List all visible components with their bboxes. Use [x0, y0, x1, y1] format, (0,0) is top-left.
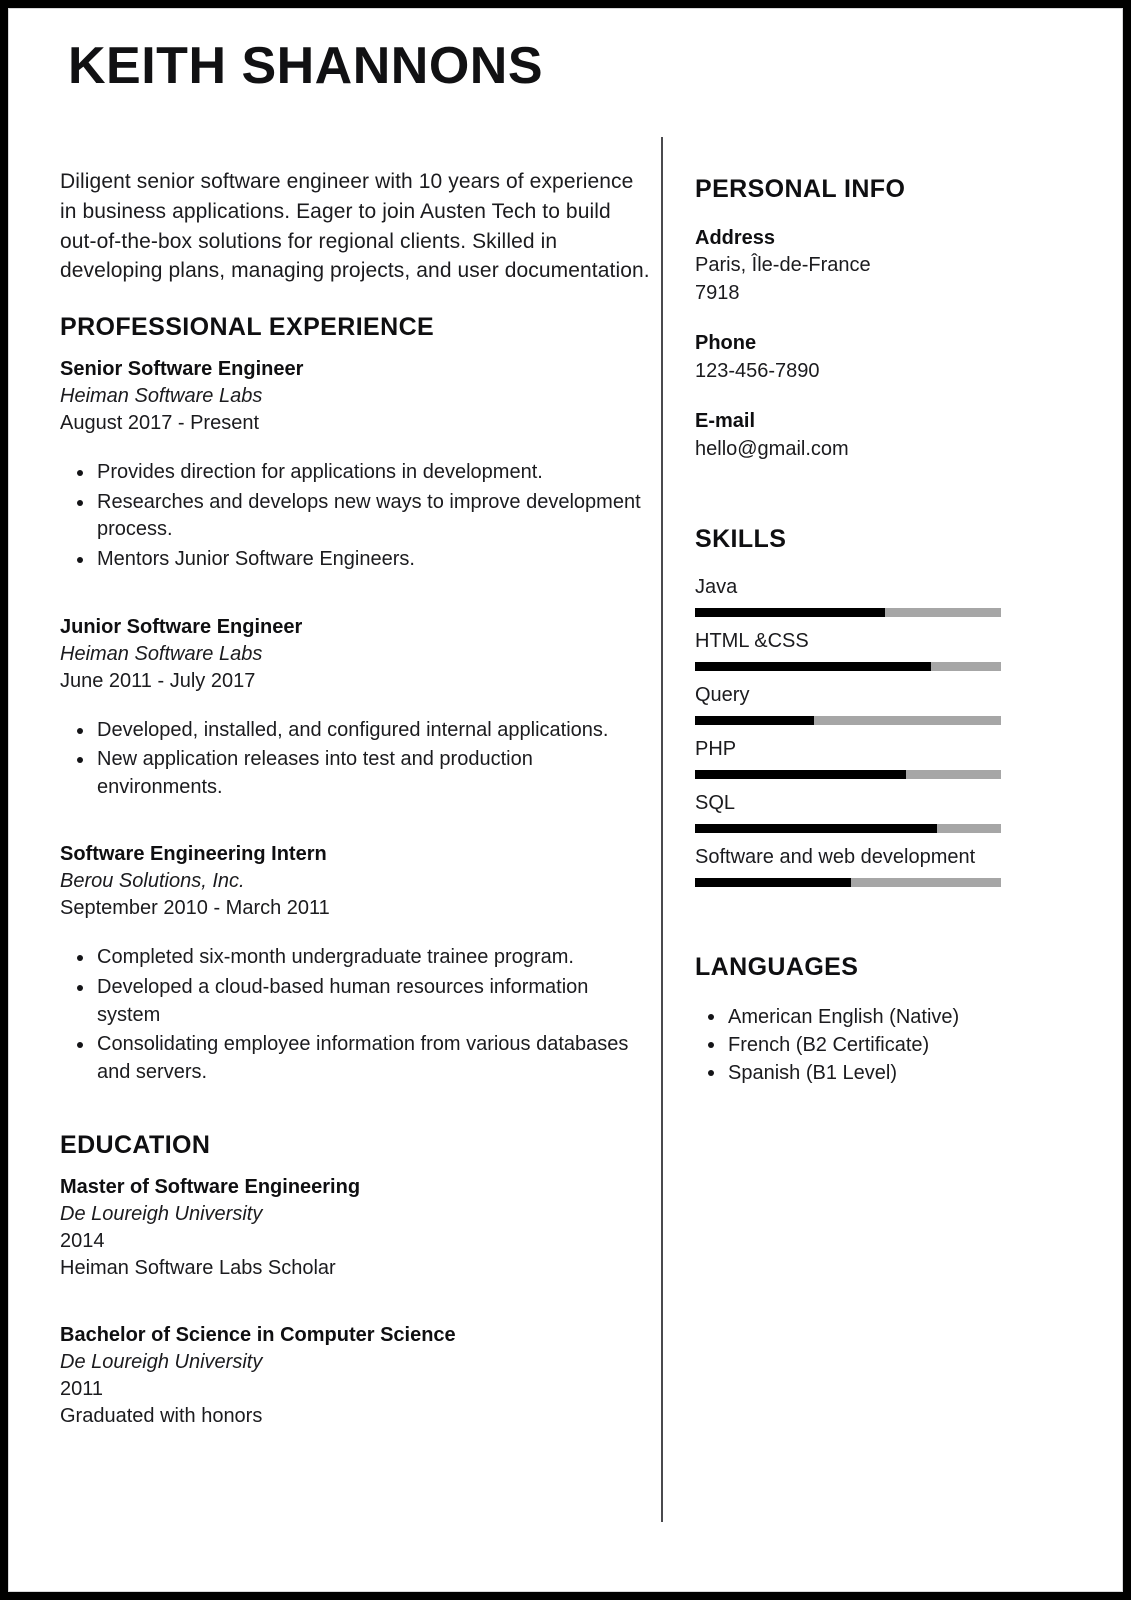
skill-level-bar	[695, 716, 1001, 725]
experience-entry	[60, 841, 650, 1086]
education-year: 2014	[60, 1230, 105, 1253]
experience-entry	[60, 614, 650, 802]
job-bullet-list	[60, 459, 650, 573]
job-dates: August 2017 - Present	[60, 412, 260, 435]
education-list	[60, 1174, 650, 1430]
job-bullet: Developed a cloud-based human resources information system	[60, 974, 650, 1029]
job-bullet: Developed, installed, and configured internal applications.	[60, 717, 650, 745]
job-title: Software Engineering Intern	[60, 843, 327, 866]
skill-level-bar	[695, 770, 1001, 779]
personal-info-label: Address	[695, 226, 776, 249]
job-bullet: Consolidating employee information from various databases and servers.	[60, 1031, 650, 1086]
skill-level-bar	[695, 878, 1001, 887]
job-company: Berou Solutions, Inc.	[60, 870, 245, 893]
education-degree: Bachelor of Science in Computer Science	[60, 1324, 456, 1347]
language-item: American English (Native)	[695, 1003, 1047, 1031]
skill-label: Software and web development	[695, 846, 976, 869]
job-title: Junior Software Engineer	[60, 615, 303, 638]
column-divider	[661, 137, 663, 1522]
professional-summary: Diligent senior software engineer with 10 years of experience in business applications. Eager to join Austen Tech to build out-of-the-box solutions for regional clients. Skilled in developing plans, managing projects, and user documentation.	[60, 170, 650, 283]
skill-level-fill	[695, 878, 851, 887]
personal-info-value: hello@gmail.com	[695, 438, 849, 461]
education-year: 2011	[60, 1378, 104, 1401]
job-company: Heiman Software Labs	[60, 642, 263, 665]
section-title-professional-experience: PROFESSIONAL EXPERIENCE	[60, 313, 435, 342]
experience-entry	[60, 356, 650, 573]
job-bullet: Researches and develops new ways to improve development process.	[60, 489, 650, 544]
personal-info-group	[695, 408, 1047, 463]
resume-page	[8, 8, 1123, 1592]
skill-level-fill	[695, 716, 814, 725]
personal-info-label: Phone	[695, 332, 757, 355]
job-bullet: Mentors Junior Software Engineers.	[60, 546, 650, 574]
job-bullet-list	[60, 717, 650, 802]
education-school: De Loureigh University	[60, 1351, 263, 1374]
education-entry	[60, 1174, 650, 1282]
spacer	[60, 1088, 650, 1130]
job-dates: June 2011 - July 2017	[60, 669, 256, 692]
languages-section	[695, 952, 1047, 1087]
education-note: Heiman Software Labs Scholar	[60, 1257, 336, 1280]
education-note: Graduated with honors	[60, 1405, 263, 1428]
skill-level-bar	[695, 662, 1001, 671]
skill-label: SQL	[695, 792, 736, 815]
job-bullet: Completed six-month undergraduate trainee program.	[60, 944, 650, 972]
job-bullet-list	[60, 944, 650, 1086]
education-degree: Master of Software Engineering	[60, 1176, 361, 1199]
personal-info-value-secondary: 7918	[695, 281, 740, 304]
section-title-education: EDUCATION	[60, 1131, 211, 1160]
education-entry	[60, 1322, 650, 1430]
skill-level-bar	[695, 824, 1001, 833]
job-bullet: New application releases into test and production environments.	[60, 746, 650, 801]
skill-level-bar	[695, 608, 1001, 617]
skills-section	[695, 524, 1047, 888]
skill-level-fill	[695, 770, 906, 779]
languages-item-list	[695, 1003, 1047, 1087]
job-dates: September 2010 - March 2011	[60, 897, 330, 920]
sidebar-column	[695, 153, 1047, 1087]
main-column	[60, 167, 650, 1430]
skill-level-fill	[695, 662, 931, 671]
skill-bar-list	[695, 574, 1047, 887]
job-bullet: Provides direction for applications in development.	[60, 459, 650, 487]
personal-info-value: 123-456-7890	[695, 359, 820, 382]
skill-level-fill	[695, 824, 937, 833]
personal-info-value: Paris, Île-de-France	[695, 254, 871, 277]
page-title: KEITH SHANNONS	[68, 37, 544, 95]
skill-label: PHP	[695, 738, 737, 761]
section-title-personal-info: PERSONAL INFO	[695, 174, 906, 203]
personal-info-label: E-mail	[695, 410, 756, 433]
section-title-languages: LANGUAGES	[695, 953, 859, 982]
education-school: De Loureigh University	[60, 1203, 263, 1226]
section-title-skills: SKILLS	[695, 524, 787, 553]
personal-info-group	[695, 330, 1047, 385]
skill-label: Java	[695, 576, 738, 599]
job-company: Heiman Software Labs	[60, 385, 263, 408]
skill-label: Query	[695, 684, 750, 707]
experience-list	[60, 356, 650, 1086]
job-title: Senior Software Engineer	[60, 358, 304, 381]
personal-info-group	[695, 225, 1047, 308]
language-item: Spanish (B1 Level)	[695, 1059, 1047, 1087]
personal-info-list	[695, 225, 1047, 464]
skill-level-fill	[695, 608, 885, 617]
skill-label: HTML &CSS	[695, 630, 809, 653]
language-item: French (B2 Certificate)	[695, 1031, 1047, 1059]
